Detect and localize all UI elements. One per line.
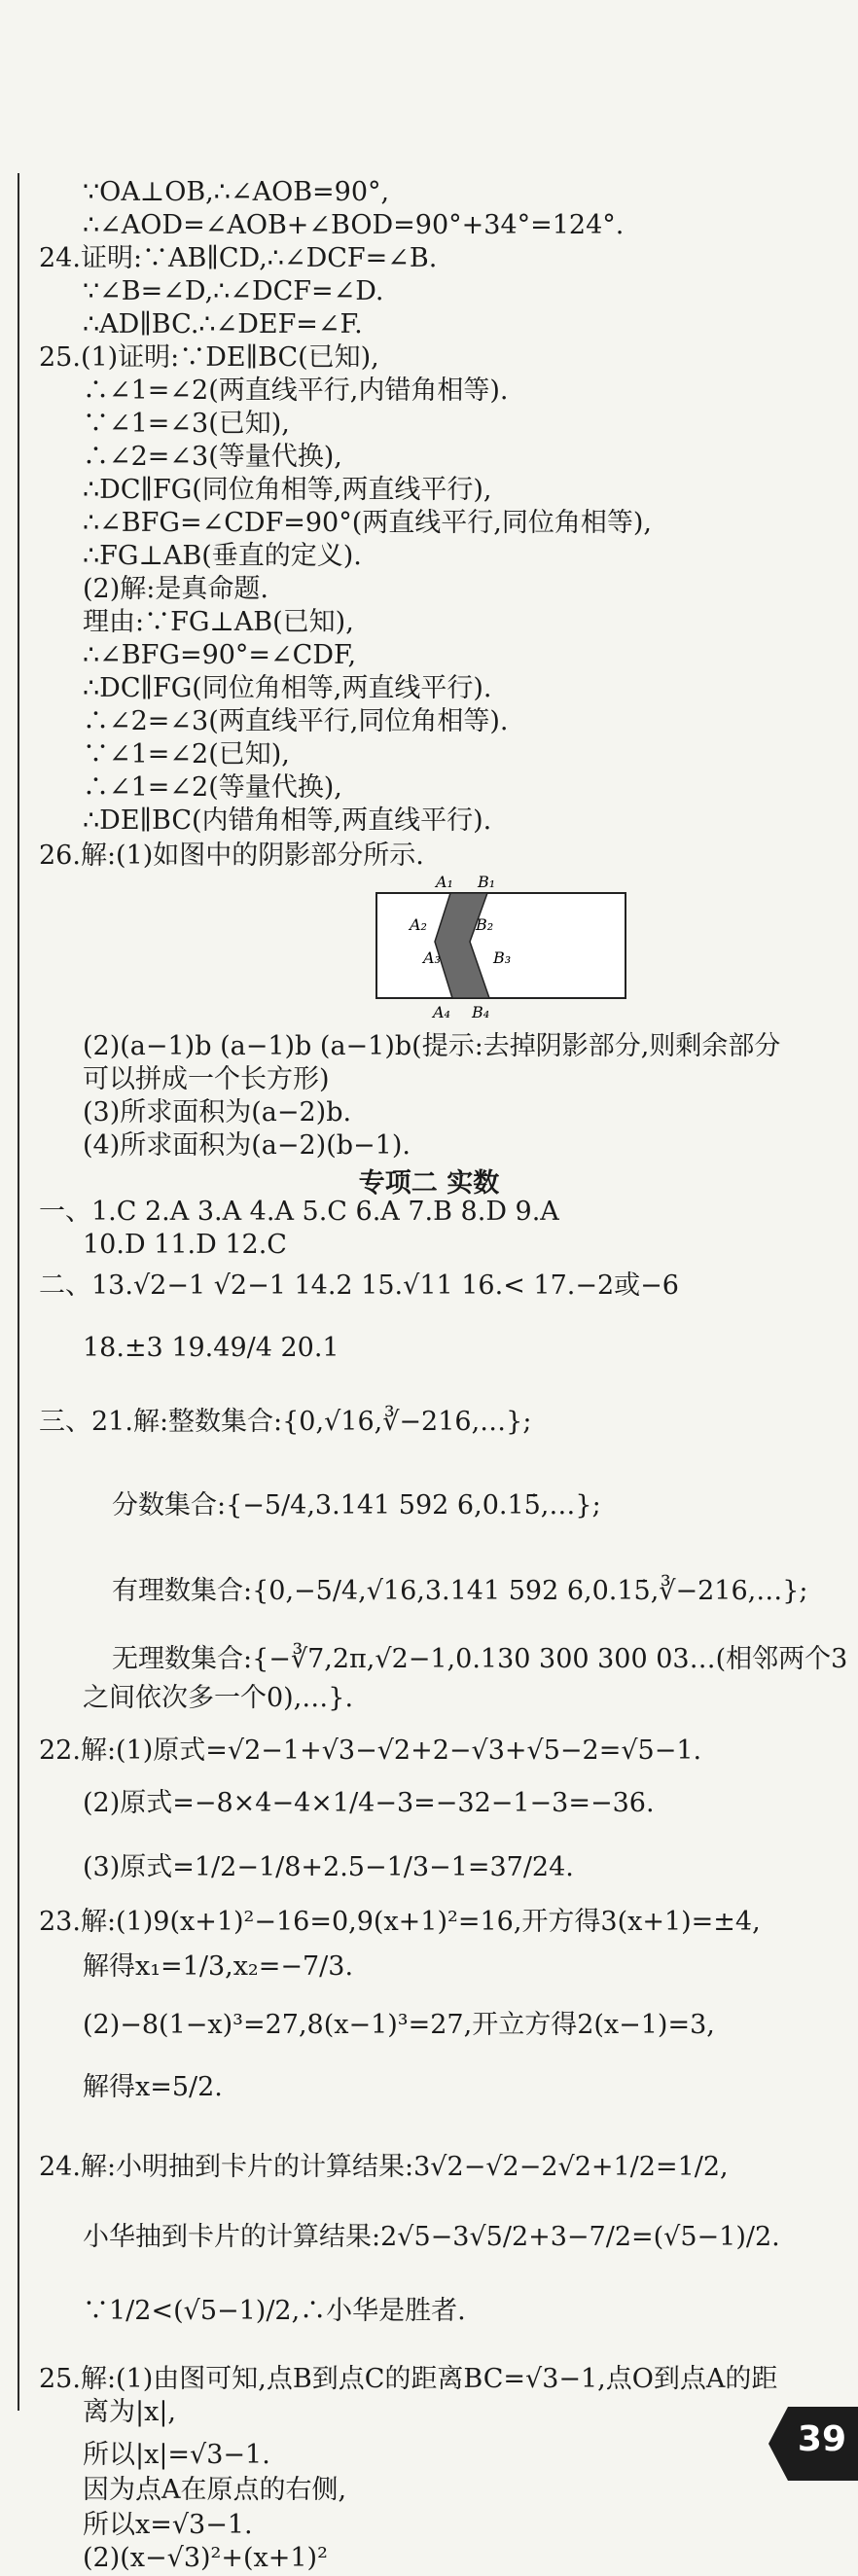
label-b3: B₃ (493, 948, 512, 967)
shaded-figure (375, 874, 627, 1020)
text-line: 理由:∵FG⊥AB(已知), (83, 607, 354, 637)
text-line: ∴∠1=∠2(等量代换), (83, 772, 342, 803)
label-a1: A₁ (436, 874, 453, 891)
text-line: 22.解:(1)原式=√2−1+√3−√2+2−√3+√5−2=√5−1. (39, 1735, 702, 1766)
text-line: ∴∠2=∠3(等量代换), (83, 442, 342, 472)
text-line: ∴AD∥BC.∴∠DEF=∠F. (83, 309, 363, 340)
text-line: 无理数集合:{−∛7,2π,√2−1,0.130 300 300 03…(相邻两个3 (112, 1644, 848, 1674)
text-line: 26.解:(1)如图中的阴影部分所示. (39, 841, 424, 871)
text-line: 一、1.C 2.A 3.A 4.A 5.C 6.A 7.B 8.D 9.A (39, 1197, 559, 1227)
text-line: 24.解:小明抽到卡片的计算结果:3√2−√2−2√2+1/2=1/2, (39, 2152, 729, 2182)
label-b2: B₂ (476, 915, 494, 934)
label-b1: B₁ (478, 874, 496, 891)
text-line: (2)原式=−8×4−4×1/4−3=−32−1−3=−36. (83, 1788, 655, 1818)
label-b4: B₄ (472, 1003, 490, 1020)
text-line: 解得x₁=1/3,x₂=−7/3. (83, 1951, 354, 1982)
text-line: ∵∠B=∠D,∴∠DCF=∠D. (83, 276, 384, 306)
text-line: (2)(x−√3)²+(x+1)² (83, 2543, 328, 2573)
text-line: ∴∠AOD=∠AOB+∠BOD=90°+34°=124°. (83, 210, 625, 240)
text-line: 所以x=√3−1. (83, 2510, 253, 2540)
text-line: ∴∠BFG=∠CDF=90°(两直线平行,同位角相等), (83, 508, 652, 538)
text-line: 可以拼成一个长方形) (83, 1064, 330, 1094)
text-line: 25.解:(1)由图可知,点B到点C的距离BC=√3−1,点O到点A的距 (39, 2364, 778, 2394)
text-line: ∵∠1=∠2(已知), (83, 739, 290, 769)
text-line: 解得x=5/2. (83, 2072, 223, 2102)
text-line: ∴∠1=∠2(两直线平行,内错角相等). (83, 376, 509, 406)
text-line: ∴DC∥FG(同位角相等,两直线平行). (83, 673, 492, 703)
section-title: 专项二 实数 (358, 1168, 500, 1199)
text-line: 18.±3 19.49/4 20.1 (83, 1333, 340, 1363)
rectangle-outline (376, 893, 626, 998)
text-line: 因为点A在原点的右侧, (83, 2475, 347, 2505)
text-line: ∵1/2<(√5−1)/2,∴小华是胜者. (83, 2296, 466, 2326)
text-line: 10.D 11.D 12.C (83, 1230, 287, 1260)
text-line: 三、21.解:整数集合:{0,√16,∛−216,…}; (39, 1407, 532, 1437)
text-line: 23.解:(1)9(x+1)²−16=0,9(x+1)²=16,开方得3(x+1)=±4, (39, 1907, 761, 1937)
label-a3: A₃ (423, 948, 441, 967)
text-line: ∴∠BFG=90°=∠CDF, (83, 640, 357, 670)
text-line: 离为|x|, (83, 2397, 177, 2427)
text-line: (2)−8(1−x)³=27,8(x−1)³=27,开立方得2(x−1)=3, (83, 2010, 715, 2040)
text-line: 分数集合:{−5/4,3.141 592 6,0.15̇,…}; (112, 1490, 601, 1521)
text-line: (3)所求面积为(a−2)b. (83, 1097, 352, 1127)
text-line: 之间依次多一个0),…}. (83, 1683, 354, 1713)
text-line: ∴FG⊥AB(垂直的定义). (83, 541, 362, 571)
text-line: 24.证明:∵AB∥CD,∴∠DCF=∠B. (39, 243, 438, 273)
text-line: (3)原式=1/2−1/8+2.5−1/3−1=37/24. (83, 1852, 574, 1882)
text-line: 25.(1)证明:∵DE∥BC(已知), (39, 342, 379, 373)
page-number: 39 (797, 2419, 846, 2459)
text-line: (2)解:是真命题. (83, 574, 268, 604)
text-line: ∵OA⊥OB,∴∠AOB=90°, (83, 177, 390, 207)
label-a4: A₄ (433, 1003, 450, 1020)
margin-rule (18, 173, 19, 2411)
label-a2: A₂ (410, 915, 427, 934)
text-line: 所以|x|=√3−1. (83, 2440, 270, 2470)
text-line: (2)(a−1)b (a−1)b (a−1)b(提示:去掉阴影部分,则剩余部分 (83, 1031, 781, 1061)
text-line: ∴DC∥FG(同位角相等,两直线平行), (83, 475, 492, 505)
text-line: 二、13.√2−1 √2−1 14.2 15.√11 16.< 17.−2或−6 (39, 1270, 679, 1301)
text-line: ∴DE∥BC(内错角相等,两直线平行). (83, 805, 492, 836)
text-line: 有理数集合:{0,−5/4,√16,3.141 592 6,0.15̇,∛−216,…}; (112, 1576, 808, 1606)
text-line: ∴∠2=∠3(两直线平行,同位角相等). (83, 706, 509, 736)
text-line: 小华抽到卡片的计算结果:2√5−3√5/2+3−7/2=(√5−1)/2. (83, 2222, 780, 2252)
text-line: (4)所求面积为(a−2)(b−1). (83, 1130, 411, 1161)
text-line: ∵∠1=∠3(已知), (83, 409, 290, 439)
